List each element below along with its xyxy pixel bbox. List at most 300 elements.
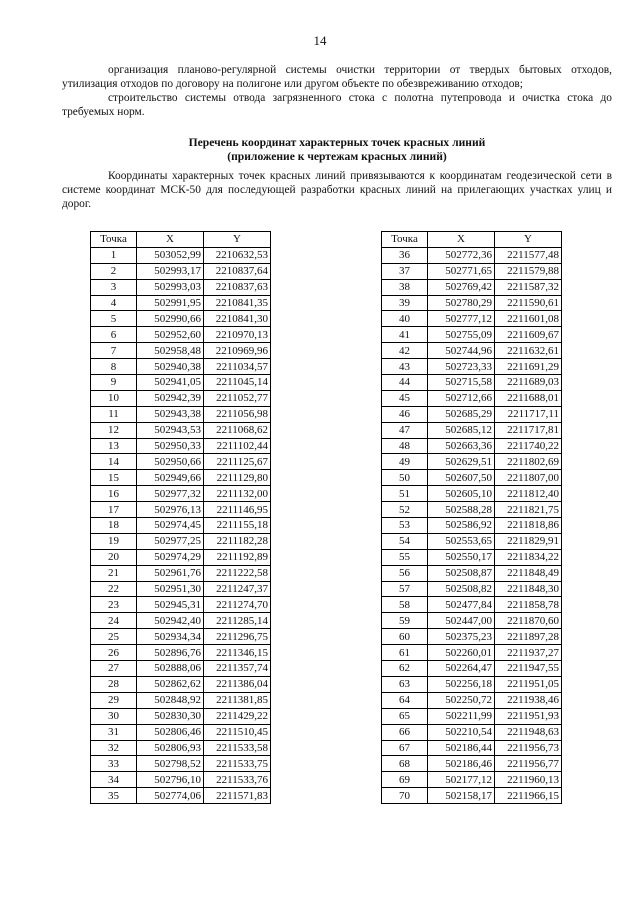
cell-y: 2211129,80 (204, 470, 271, 486)
cell-y: 2211587,32 (495, 279, 562, 295)
coordinates-description-text: Координаты характерных точек красных линий привязываются к координатам геодезической сети в системе координат МСК-50 для последующей разработки красных линий на прилегающих участках улиц и дорог. (62, 170, 612, 210)
table-row (91, 422, 271, 438)
table-row (91, 692, 271, 708)
cell-point: 59 (382, 613, 428, 629)
table-header-row (91, 232, 271, 248)
cell-x: 502798,52 (137, 756, 204, 772)
cell-point: 54 (382, 533, 428, 549)
table-row (382, 454, 562, 470)
cell-y: 2211951,05 (495, 676, 562, 692)
cell-y: 2211274,70 (204, 597, 271, 613)
cell-x: 503052,99 (137, 247, 204, 263)
cell-point: 19 (91, 533, 137, 549)
cell-y: 2211818,86 (495, 518, 562, 534)
cell-point: 12 (91, 422, 137, 438)
table-row (91, 772, 271, 788)
cell-point: 63 (382, 676, 428, 692)
cell-point: 10 (91, 390, 137, 406)
table-row (382, 788, 562, 804)
cell-y: 2211247,37 (204, 581, 271, 597)
cell-point: 52 (382, 502, 428, 518)
table-row (382, 311, 562, 327)
cell-x: 502264,47 (428, 661, 495, 677)
cell-y: 2211947,55 (495, 661, 562, 677)
table-row (91, 708, 271, 724)
cell-y: 2211386,04 (204, 676, 271, 692)
table-row (382, 438, 562, 454)
cell-x: 502744,96 (428, 343, 495, 359)
cell-x: 502862,62 (137, 676, 204, 692)
table-row (382, 692, 562, 708)
cell-x: 502769,42 (428, 279, 495, 295)
cell-x: 502605,10 (428, 486, 495, 502)
cell-y: 2211740,22 (495, 438, 562, 454)
header-x: X (137, 232, 204, 248)
table-row (91, 486, 271, 502)
cell-x: 502256,18 (428, 676, 495, 692)
table-row (91, 454, 271, 470)
cell-y: 2211870,60 (495, 613, 562, 629)
cell-x: 502940,38 (137, 359, 204, 375)
cell-point: 3 (91, 279, 137, 295)
table-row (382, 422, 562, 438)
cell-x: 502977,32 (137, 486, 204, 502)
table-row (382, 518, 562, 534)
cell-y: 2211956,77 (495, 756, 562, 772)
cell-point: 7 (91, 343, 137, 359)
cell-y: 2211533,75 (204, 756, 271, 772)
cell-y: 2211848,30 (495, 581, 562, 597)
table-row (91, 613, 271, 629)
cell-y: 2210837,64 (204, 263, 271, 279)
paragraph-drainage: строительство системы отвода загрязненного стока с полотна путепровода и очистка стока до требуемых норм. (62, 92, 612, 118)
cell-point: 64 (382, 692, 428, 708)
cell-y: 2211429,22 (204, 708, 271, 724)
cell-y: 2211222,58 (204, 565, 271, 581)
cell-point: 28 (91, 676, 137, 692)
cell-x: 502685,29 (428, 406, 495, 422)
table-row (91, 565, 271, 581)
table-row (382, 740, 562, 756)
cell-point: 49 (382, 454, 428, 470)
cell-x: 502888,06 (137, 661, 204, 677)
cell-point: 37 (382, 263, 428, 279)
cell-y: 2211960,13 (495, 772, 562, 788)
cell-point: 11 (91, 406, 137, 422)
cell-point: 34 (91, 772, 137, 788)
cell-y: 2211938,46 (495, 692, 562, 708)
cell-y: 2211937,27 (495, 645, 562, 661)
header-y: Y (204, 232, 271, 248)
cell-x: 502508,87 (428, 565, 495, 581)
cell-y: 2211571,83 (204, 788, 271, 804)
table-row (382, 597, 562, 613)
coordinates-table-left (90, 231, 271, 804)
table-row (91, 724, 271, 740)
cell-point: 67 (382, 740, 428, 756)
cell-y: 2210970,13 (204, 327, 271, 343)
cell-x: 502772,36 (428, 247, 495, 263)
cell-x: 502771,65 (428, 263, 495, 279)
cell-y: 2210837,63 (204, 279, 271, 295)
table-row (91, 438, 271, 454)
table-row (91, 327, 271, 343)
cell-x: 502186,46 (428, 756, 495, 772)
cell-x: 502896,76 (137, 645, 204, 661)
cell-x: 502990,66 (137, 311, 204, 327)
cell-y: 2211056,98 (204, 406, 271, 422)
table-row (382, 533, 562, 549)
cell-point: 51 (382, 486, 428, 502)
cell-y: 2210841,30 (204, 311, 271, 327)
table-row (382, 390, 562, 406)
table-row (382, 756, 562, 772)
cell-x: 502806,46 (137, 724, 204, 740)
cell-point: 42 (382, 343, 428, 359)
table-row (382, 247, 562, 263)
cell-x: 502685,12 (428, 422, 495, 438)
cell-point: 35 (91, 788, 137, 804)
cell-point: 38 (382, 279, 428, 295)
cell-y: 2211590,61 (495, 295, 562, 311)
cell-x: 502663,36 (428, 438, 495, 454)
cell-x: 502629,51 (428, 454, 495, 470)
cell-point: 46 (382, 406, 428, 422)
cell-x: 502553,65 (428, 533, 495, 549)
cell-x: 502550,17 (428, 549, 495, 565)
table-row (382, 645, 562, 661)
cell-point: 41 (382, 327, 428, 343)
cell-x: 502796,10 (137, 772, 204, 788)
cell-point: 17 (91, 502, 137, 518)
cell-x: 502848,92 (137, 692, 204, 708)
cell-x: 502780,29 (428, 295, 495, 311)
table-row (91, 533, 271, 549)
cell-x: 502712,66 (428, 390, 495, 406)
table-row (382, 565, 562, 581)
cell-x: 502949,66 (137, 470, 204, 486)
cell-x: 502375,23 (428, 629, 495, 645)
table-row (91, 279, 271, 295)
cell-y: 2211829,91 (495, 533, 562, 549)
cell-x: 502210,54 (428, 724, 495, 740)
cell-x: 502177,12 (428, 772, 495, 788)
cell-x: 502974,29 (137, 549, 204, 565)
table-row (382, 327, 562, 343)
header-point: Точка (382, 232, 428, 248)
table-body-left (91, 247, 271, 803)
cell-point: 40 (382, 311, 428, 327)
cell-x: 502586,92 (428, 518, 495, 534)
table-row (382, 708, 562, 724)
cell-y: 2211807,00 (495, 470, 562, 486)
cell-point: 1 (91, 247, 137, 263)
header-y: Y (495, 232, 562, 248)
table-row (91, 470, 271, 486)
table-row (91, 343, 271, 359)
table-row (91, 629, 271, 645)
cell-x: 502508,82 (428, 581, 495, 597)
cell-x: 502942,40 (137, 613, 204, 629)
cell-point: 18 (91, 518, 137, 534)
cell-point: 57 (382, 581, 428, 597)
cell-y: 2211812,40 (495, 486, 562, 502)
cell-point: 31 (91, 724, 137, 740)
table-row (91, 740, 271, 756)
cell-y: 2211802,69 (495, 454, 562, 470)
cell-y: 2211357,74 (204, 661, 271, 677)
cell-point: 56 (382, 565, 428, 581)
cell-y: 2211192,89 (204, 549, 271, 565)
table-row (382, 486, 562, 502)
cell-x: 502943,38 (137, 406, 204, 422)
cell-y: 2211632,61 (495, 343, 562, 359)
coordinates-table-right (381, 231, 562, 804)
cell-y: 2210632,53 (204, 247, 271, 263)
cell-y: 2211858,78 (495, 597, 562, 613)
cell-y: 2211052,77 (204, 390, 271, 406)
cell-point: 30 (91, 708, 137, 724)
cell-y: 2211296,75 (204, 629, 271, 645)
cell-y: 2211691,29 (495, 359, 562, 375)
cell-y: 2211381,85 (204, 692, 271, 708)
table-body-right (382, 247, 562, 803)
cell-y: 2211897,28 (495, 629, 562, 645)
table-row (382, 676, 562, 692)
cell-y: 2211688,01 (495, 390, 562, 406)
table-row (91, 661, 271, 677)
cell-point: 29 (91, 692, 137, 708)
cell-point: 60 (382, 629, 428, 645)
table-row (91, 788, 271, 804)
cell-point: 69 (382, 772, 428, 788)
cell-point: 48 (382, 438, 428, 454)
cell-x: 502942,39 (137, 390, 204, 406)
cell-point: 15 (91, 470, 137, 486)
cell-x: 502755,09 (428, 327, 495, 343)
cell-y: 2211285,14 (204, 613, 271, 629)
cell-point: 20 (91, 549, 137, 565)
cell-y: 2211609,67 (495, 327, 562, 343)
cell-y: 2211717,11 (495, 406, 562, 422)
cell-point: 14 (91, 454, 137, 470)
cell-y: 2211848,49 (495, 565, 562, 581)
cell-y: 2211068,62 (204, 422, 271, 438)
cell-point: 8 (91, 359, 137, 375)
cell-x: 502974,45 (137, 518, 204, 534)
table-row (382, 279, 562, 295)
cell-y: 2211510,45 (204, 724, 271, 740)
table-row (91, 295, 271, 311)
cell-y: 2211948,63 (495, 724, 562, 740)
intro-paragraphs (62, 63, 612, 119)
cell-x: 502941,05 (137, 375, 204, 391)
table-row (382, 581, 562, 597)
cell-y: 2210841,35 (204, 295, 271, 311)
cell-y: 2211346,15 (204, 645, 271, 661)
cell-y: 2211182,28 (204, 533, 271, 549)
cell-y: 2211125,67 (204, 454, 271, 470)
cell-y: 2211956,73 (495, 740, 562, 756)
header-x: X (428, 232, 495, 248)
cell-point: 4 (91, 295, 137, 311)
table-row (91, 390, 271, 406)
table-row (382, 661, 562, 677)
table-row (91, 375, 271, 391)
table-row (91, 756, 271, 772)
cell-y: 2211601,08 (495, 311, 562, 327)
cell-point: 26 (91, 645, 137, 661)
cell-x: 502211,99 (428, 708, 495, 724)
cell-point: 45 (382, 390, 428, 406)
table-row (382, 359, 562, 375)
heading-line-1: Перечень координат характерных точек красных линий (188, 136, 486, 149)
table-row (91, 502, 271, 518)
cell-y: 2211146,95 (204, 502, 271, 518)
cell-point: 2 (91, 263, 137, 279)
table-row (382, 470, 562, 486)
cell-y: 2211155,18 (204, 518, 271, 534)
table-row (382, 772, 562, 788)
cell-x: 502976,13 (137, 502, 204, 518)
table-row (91, 581, 271, 597)
table-row (382, 502, 562, 518)
cell-y: 2211689,03 (495, 375, 562, 391)
table-row (382, 343, 562, 359)
cell-point: 58 (382, 597, 428, 613)
table-row (382, 613, 562, 629)
heading-line-2: (приложение к чертежам красных линий) (227, 150, 447, 163)
cell-y: 2211717,81 (495, 422, 562, 438)
cell-point: 43 (382, 359, 428, 375)
cell-x: 502945,31 (137, 597, 204, 613)
cell-x: 502607,50 (428, 470, 495, 486)
cell-y: 2211034,57 (204, 359, 271, 375)
cell-y: 2210969,96 (204, 343, 271, 359)
cell-x: 502447,00 (428, 613, 495, 629)
cell-x: 502715,58 (428, 375, 495, 391)
coordinates-description (62, 169, 612, 211)
cell-y: 2211966,15 (495, 788, 562, 804)
cell-y: 2211579,88 (495, 263, 562, 279)
table-row (382, 724, 562, 740)
cell-point: 22 (91, 581, 137, 597)
table-row (91, 263, 271, 279)
cell-point: 5 (91, 311, 137, 327)
cell-y: 2211132,00 (204, 486, 271, 502)
cell-x: 502806,93 (137, 740, 204, 756)
cell-point: 44 (382, 375, 428, 391)
cell-x: 502993,17 (137, 263, 204, 279)
cell-x: 502723,33 (428, 359, 495, 375)
table-row (91, 406, 271, 422)
cell-point: 50 (382, 470, 428, 486)
table-header-row (382, 232, 562, 248)
table-row (91, 645, 271, 661)
cell-point: 13 (91, 438, 137, 454)
cell-y: 2211834,22 (495, 549, 562, 565)
cell-point: 62 (382, 661, 428, 677)
cell-point: 33 (91, 756, 137, 772)
cell-x: 502961,76 (137, 565, 204, 581)
section-heading (62, 136, 612, 164)
cell-point: 21 (91, 565, 137, 581)
table-row (91, 247, 271, 263)
cell-point: 68 (382, 756, 428, 772)
cell-point: 36 (382, 247, 428, 263)
table-row (91, 597, 271, 613)
page-number: 14 (313, 33, 327, 48)
cell-x: 502250,72 (428, 692, 495, 708)
table-row (91, 359, 271, 375)
cell-x: 502952,60 (137, 327, 204, 343)
table-row (382, 263, 562, 279)
cell-x: 502158,17 (428, 788, 495, 804)
table-row (91, 676, 271, 692)
header-point: Точка (91, 232, 137, 248)
cell-point: 53 (382, 518, 428, 534)
cell-x: 502830,30 (137, 708, 204, 724)
paragraph-waste-collection: организация планово-регулярной системы очистки территории от твердых бытовых отходов, утилизация отходов по договору на полигоне или другом объекте по обезвреживанию отходов; (62, 64, 612, 90)
cell-x: 502588,28 (428, 502, 495, 518)
cell-point: 25 (91, 629, 137, 645)
table-row (91, 311, 271, 327)
cell-x: 502977,25 (137, 533, 204, 549)
cell-point: 66 (382, 724, 428, 740)
cell-x: 502934,34 (137, 629, 204, 645)
cell-y: 2211533,58 (204, 740, 271, 756)
cell-x: 502774,06 (137, 788, 204, 804)
table-row (382, 629, 562, 645)
cell-x: 502993,03 (137, 279, 204, 295)
cell-point: 47 (382, 422, 428, 438)
cell-point: 65 (382, 708, 428, 724)
cell-y: 2211821,75 (495, 502, 562, 518)
cell-x: 502777,12 (428, 311, 495, 327)
cell-point: 27 (91, 661, 137, 677)
table-row (382, 375, 562, 391)
cell-point: 16 (91, 486, 137, 502)
cell-y: 2211951,93 (495, 708, 562, 724)
cell-x: 502260,01 (428, 645, 495, 661)
cell-x: 502950,33 (137, 438, 204, 454)
cell-y: 2211102,44 (204, 438, 271, 454)
cell-point: 39 (382, 295, 428, 311)
table-row (382, 406, 562, 422)
table-row (382, 549, 562, 565)
cell-point: 70 (382, 788, 428, 804)
cell-point: 55 (382, 549, 428, 565)
cell-x: 502991,95 (137, 295, 204, 311)
cell-x: 502186,44 (428, 740, 495, 756)
cell-point: 32 (91, 740, 137, 756)
table-row (91, 518, 271, 534)
cell-point: 9 (91, 375, 137, 391)
cell-point: 61 (382, 645, 428, 661)
cell-x: 502950,66 (137, 454, 204, 470)
cell-y: 2211577,48 (495, 247, 562, 263)
cell-point: 24 (91, 613, 137, 629)
cell-y: 2211533,76 (204, 772, 271, 788)
table-row (382, 295, 562, 311)
cell-x: 502958,48 (137, 343, 204, 359)
cell-x: 502951,30 (137, 581, 204, 597)
cell-x: 502477,84 (428, 597, 495, 613)
cell-y: 2211045,14 (204, 375, 271, 391)
cell-x: 502943,53 (137, 422, 204, 438)
cell-point: 6 (91, 327, 137, 343)
cell-point: 23 (91, 597, 137, 613)
